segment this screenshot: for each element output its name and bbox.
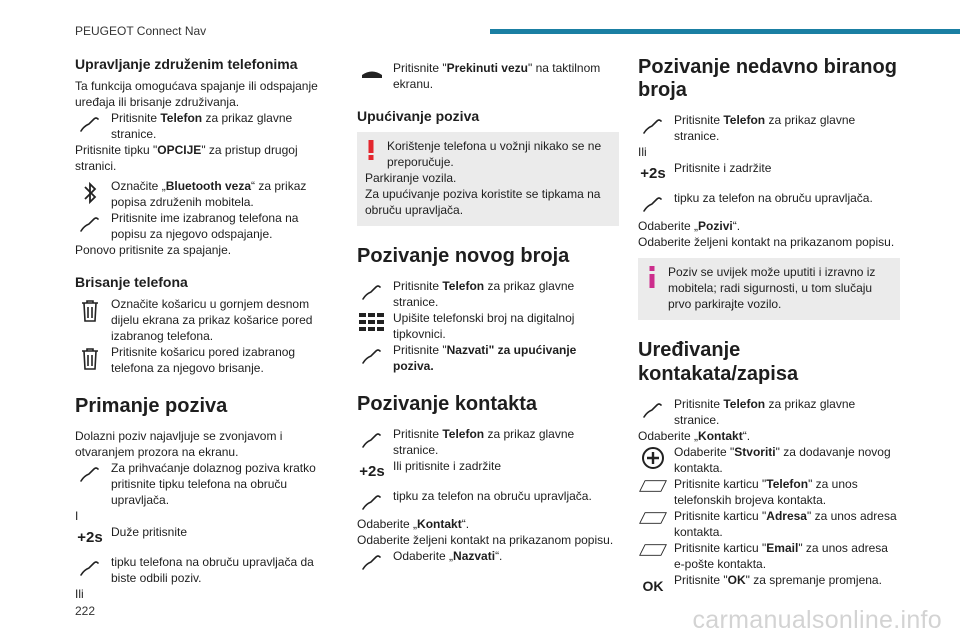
paragraph: Ta funkcija omogućava spajanje ili odspajanje uređaja ili brisanje združivanja. bbox=[75, 79, 318, 109]
instruction-row: Pritisnite Telefon za prikaz glavne stranice. bbox=[75, 110, 325, 142]
instruction-row: tipku za telefon na obruču upravljača. bbox=[357, 488, 619, 504]
section-title: Pozivanje novog broja bbox=[357, 245, 570, 267]
section-title: Pozivanje kontakta bbox=[357, 393, 538, 415]
info-icon bbox=[648, 266, 656, 288]
instruction-row: Označite košaricu u gornjem desnom dijelu ekrana za prikaz košarice pored izabranog telefona. bbox=[75, 296, 325, 344]
instruction-row: OK Pritisnite "OK" za spremanje promjena. bbox=[638, 572, 900, 588]
instruction-row: Označite „Bluetooth veza“ za prikaz popisa združenih mobitela. bbox=[75, 178, 325, 210]
tap-icon bbox=[357, 490, 387, 518]
instruction-row: Pritisnite "Prekinuti vezu" na taktilnom ekranu. bbox=[357, 60, 619, 92]
paragraph: Odaberite „Pozivi“. bbox=[638, 219, 741, 233]
add-circle-icon bbox=[638, 446, 668, 474]
paragraph: Odaberite željeni kontakt na prikazanom popisu. bbox=[357, 533, 614, 547]
section-title: Upravljanje združenim telefonima bbox=[75, 56, 298, 72]
section-title: Uređivanje kontakata/zapisa bbox=[638, 339, 799, 385]
instruction-row: Pritisnite karticu "Email" za unos adresa e-pošte kontakta. bbox=[638, 540, 900, 572]
section-title: Primanje poziva bbox=[75, 395, 228, 417]
instruction-row: tipku telefona na obruču upravljača da biste odbili poziv. bbox=[75, 554, 325, 586]
warning-icon bbox=[367, 140, 375, 160]
instruction-row: Pritisnite karticu "Adresa" za unos adresa kontakta. bbox=[638, 508, 900, 540]
tap-icon bbox=[638, 114, 668, 142]
column-1 bbox=[75, 56, 325, 602]
paragraph: Odaberite željeni kontakt na prikazanom popisu. bbox=[638, 235, 895, 249]
paragraph: Ili bbox=[638, 145, 647, 159]
instruction-row: Odaberite „Nazvati“. bbox=[357, 548, 619, 564]
instruction-row: Pritisnite košaricu pored izabranog telefona za njegovo brisanje. bbox=[75, 344, 325, 376]
tap-icon bbox=[638, 398, 668, 426]
paragraph: Ponovo pritisnite za spajanje. bbox=[75, 243, 232, 257]
section-title: Brisanje telefona bbox=[75, 274, 188, 290]
column-2 bbox=[357, 60, 619, 564]
paragraph: Ili bbox=[75, 587, 84, 601]
instruction-row: Upišite telefonski broj na digitalnoj tipkovnici. bbox=[357, 310, 619, 342]
section-title: Pozivanje nedavno biranog broja bbox=[638, 56, 897, 101]
instruction-row: Za prihvaćanje dolaznog poziva kratko pritisnite tipku telefona na obruču upravljača. bbox=[75, 460, 325, 508]
tab-icon bbox=[638, 478, 668, 506]
trash-icon bbox=[75, 298, 105, 326]
warning-box: Korištenje telefona u vožnji nikako se ne preporučuje. Parkiranje vozila. Za upućivanje poziva koristite se tipkama na obruču upravljača. bbox=[357, 132, 619, 226]
tab-icon bbox=[638, 542, 668, 570]
instruction-row: +2s Duže pritisnite bbox=[75, 524, 325, 554]
tap-icon bbox=[75, 556, 105, 584]
tap-icon bbox=[75, 112, 105, 140]
tap-icon bbox=[75, 462, 105, 490]
hang-up-icon bbox=[357, 66, 387, 94]
ok-icon: OK bbox=[642, 578, 664, 594]
watermark: carmanualsonline.info bbox=[692, 606, 942, 634]
paragraph: I bbox=[75, 509, 79, 523]
instruction-row: Odaberite "Stvoriti" za dodavanje novog kontakta. bbox=[638, 444, 900, 476]
instruction-row: tipku za telefon na obruču upravljača. bbox=[638, 190, 900, 206]
instruction-row: Pritisnite Telefon za prikaz glavne stranice. bbox=[638, 396, 900, 428]
hold-2s-icon: +2s bbox=[77, 529, 103, 546]
paragraph: Odaberite „Kontakt“. bbox=[638, 429, 751, 443]
paragraph: Odaberite „Kontakt“. bbox=[357, 517, 470, 531]
paragraph: Dolazni poziv najavljuje se zvonjavom i otvaranjem prozora na ekranu. bbox=[75, 429, 283, 459]
bluetooth-icon bbox=[75, 180, 105, 208]
keypad-icon bbox=[357, 312, 387, 340]
instruction-row: Pritisnite Telefon za prikaz glavne stranice. bbox=[357, 278, 619, 310]
hold-2s-icon: +2s bbox=[640, 165, 666, 182]
instruction-row: Pritisnite Telefon za prikaz glavne stranice. bbox=[638, 112, 900, 144]
header-accent-bar bbox=[490, 29, 960, 34]
page-number: 222 bbox=[75, 604, 96, 618]
hold-2s-icon: +2s bbox=[359, 463, 385, 480]
instruction-row: Pritisnite ime izabranog telefona na popisu za njegovo odspajanje. bbox=[75, 210, 325, 242]
instruction-row: Pritisnite "Nazvati" za upućivanje poziva. bbox=[357, 342, 619, 374]
info-box: Poziv se uvijek može uputiti i izravno iz mobitela; radi sigurnosti, u tom slučaju prvo parkirajte vozilo. bbox=[638, 258, 900, 320]
section-title: Upućivanje poziva bbox=[357, 108, 480, 124]
instruction-row: +2s Ili pritisnite i zadržite bbox=[357, 458, 619, 488]
tap-icon bbox=[75, 212, 105, 240]
tap-icon bbox=[357, 428, 387, 456]
instruction-row: Pritisnite karticu "Telefon" za unos telefonskih brojeva kontakta. bbox=[638, 476, 900, 508]
trash-icon bbox=[75, 346, 105, 374]
tap-icon bbox=[357, 550, 387, 578]
header-title: PEUGEOT Connect Nav bbox=[75, 24, 207, 38]
tap-icon bbox=[357, 280, 387, 308]
instruction-row: Pritisnite Telefon za prikaz glavne stranice. bbox=[357, 426, 619, 458]
tap-icon bbox=[357, 344, 387, 372]
tap-icon bbox=[638, 192, 668, 220]
column-3 bbox=[638, 56, 900, 594]
paragraph: Pritisnite tipku "OPCIJE" za pristup drugoj stranici. bbox=[75, 143, 298, 173]
tab-icon bbox=[638, 510, 668, 538]
instruction-row: +2s Pritisnite i zadržite bbox=[638, 160, 900, 190]
